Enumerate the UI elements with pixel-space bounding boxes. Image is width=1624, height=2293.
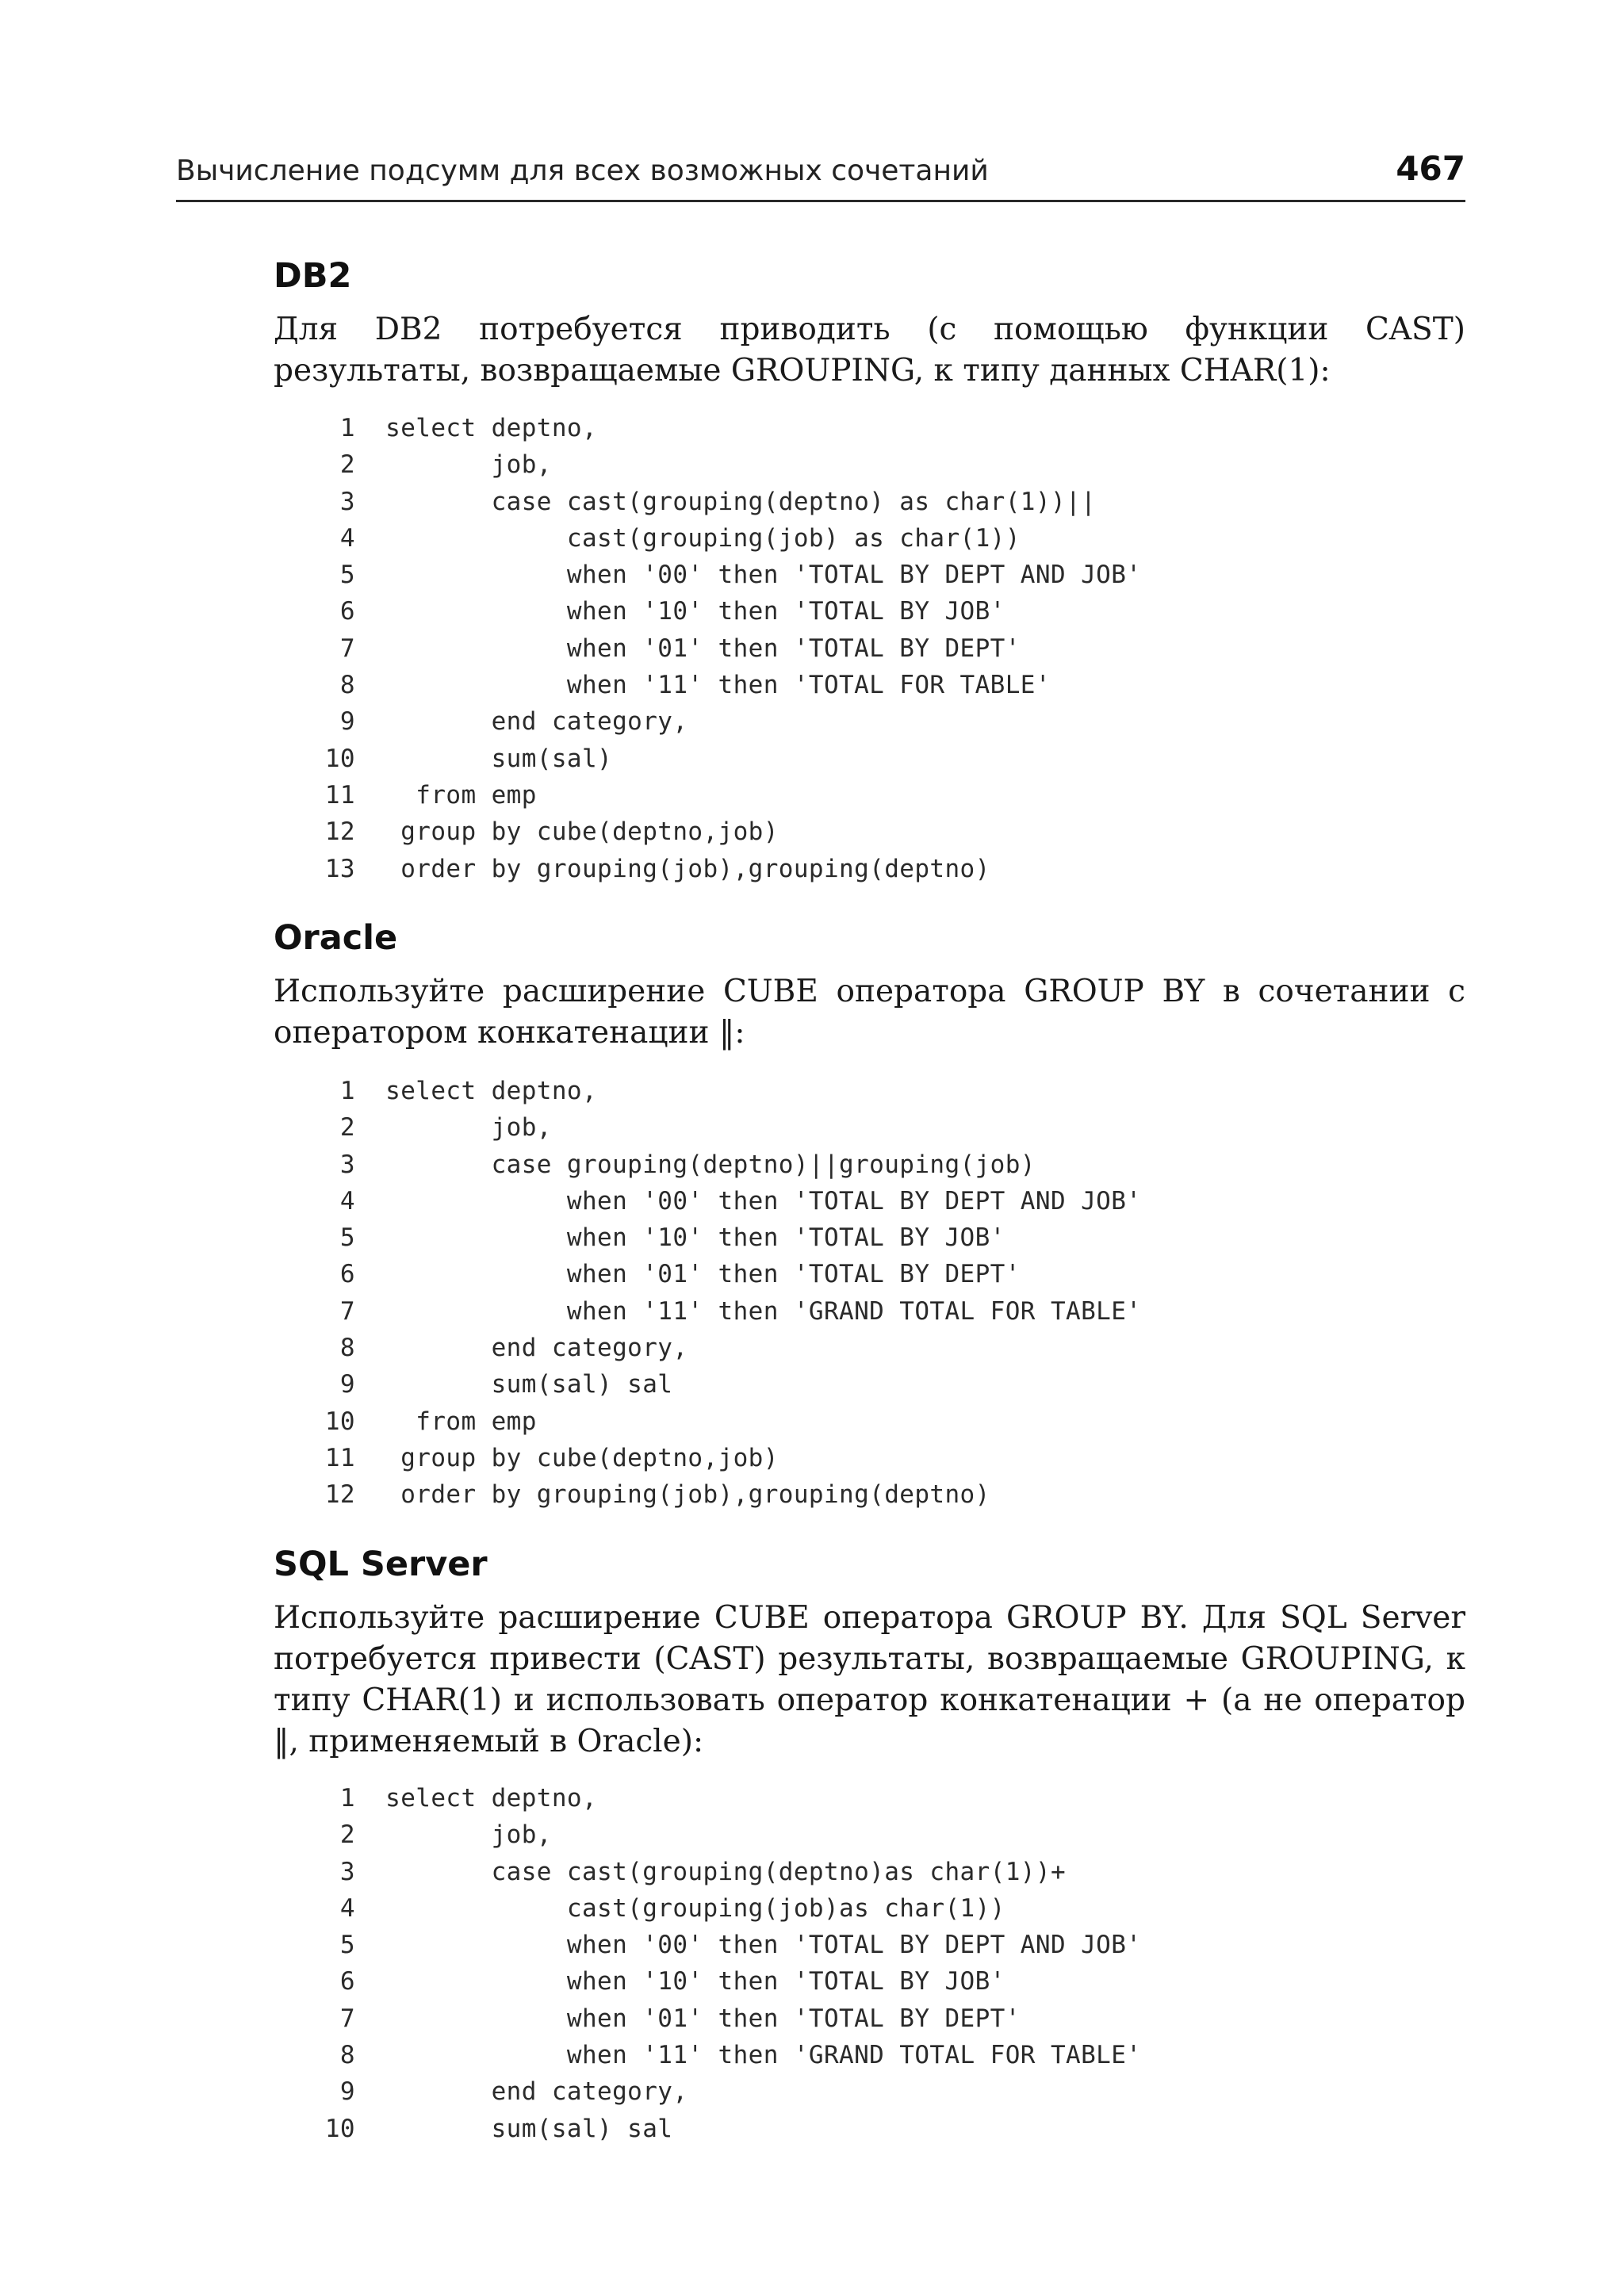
code-block-db2 (301, 410, 1141, 887)
line-number: 9 (339, 1370, 355, 1399)
line-number: 10 (324, 744, 355, 773)
line-number: 10 (324, 1407, 355, 1436)
code-text: case cast(grouping(deptno) as char(1))|| (385, 487, 1097, 516)
code-line (301, 1854, 1141, 1890)
line-number: 6 (339, 1967, 355, 1996)
code-line (301, 446, 1141, 483)
code-text: when '00' then 'TOTAL BY DEPT AND JOB' (385, 1931, 1142, 1960)
line-number: 6 (339, 597, 355, 626)
code-line (301, 1183, 1141, 1219)
code-line (301, 667, 1141, 703)
code-line (301, 741, 1141, 777)
code-text: group by cube(deptno,job) (385, 1443, 779, 1472)
code-text: order by grouping(job),grouping(deptno) (385, 1480, 990, 1510)
code-text: when '01' then 'TOTAL BY DEPT' (385, 1260, 1021, 1289)
line-number: 5 (339, 1931, 355, 1960)
line-number: 13 (324, 854, 355, 883)
code-text: when '01' then 'TOTAL BY DEPT' (385, 2004, 1021, 2033)
code-block-oracle (301, 1073, 1141, 1514)
code-text: end category, (385, 707, 688, 737)
code-line (301, 1890, 1141, 1927)
code-text: end category, (385, 1334, 688, 1363)
code-text: from emp (385, 780, 537, 810)
code-line (301, 851, 1141, 887)
code-text: job, (385, 450, 552, 480)
code-text: when '11' then 'GRAND TOTAL FOR TABLE' (385, 1296, 1142, 1326)
code-line (301, 813, 1141, 850)
section-heading-db2: DB2 (274, 256, 352, 296)
line-number: 11 (324, 780, 355, 810)
section-heading-sql-server: SQL Server (274, 1545, 488, 1584)
line-number: 3 (339, 487, 355, 516)
section-heading-oracle: Oracle (274, 918, 398, 958)
line-number: 4 (339, 1186, 355, 1215)
code-line (301, 1366, 1141, 1403)
page-header (176, 147, 1465, 202)
code-text: case grouping(deptno)||grouping(job) (385, 1150, 1036, 1179)
code-text: when '00' then 'TOTAL BY DEPT AND JOB' (385, 561, 1142, 590)
line-number: 8 (339, 2041, 355, 2070)
line-number: 9 (339, 707, 355, 737)
line-number: 12 (324, 1480, 355, 1510)
code-line (301, 484, 1141, 520)
running-title: Вычисление подсумм для всех возможных сочетаний (176, 155, 989, 187)
code-text: from emp (385, 1407, 537, 1436)
line-number: 1 (339, 414, 355, 442)
code-text: group by cube(deptno,job) (385, 817, 779, 847)
line-number: 6 (339, 1260, 355, 1289)
code-line (301, 1073, 1141, 1109)
code-line (301, 1780, 1141, 1816)
line-number: 12 (324, 817, 355, 847)
code-line (301, 1440, 1141, 1476)
line-number: 7 (339, 2004, 355, 2033)
code-line (301, 410, 1141, 446)
code-text: order by grouping(job),grouping(deptno) (385, 854, 990, 883)
code-line (301, 2000, 1141, 2037)
code-line (301, 1219, 1141, 1256)
line-number: 4 (339, 523, 355, 553)
code-line (301, 2111, 1141, 2147)
code-line (301, 1293, 1141, 1330)
code-line (301, 703, 1141, 740)
code-text: when '10' then 'TOTAL BY JOB' (385, 597, 1005, 626)
code-text: job, (385, 1113, 552, 1143)
line-number: 2 (339, 450, 355, 480)
line-number: 1 (339, 1077, 355, 1105)
code-line (301, 557, 1141, 593)
code-text: sum(sal) sal (385, 2114, 673, 2143)
code-text: case cast(grouping(deptno)as char(1))+ (385, 1857, 1067, 1886)
code-line (301, 777, 1141, 813)
code-line (301, 520, 1141, 557)
line-number: 4 (339, 1893, 355, 1923)
section-paragraph-oracle: Используйте расширение CUBE оператора GROUP BY в сочетании с оператором конкатенации ‖: (274, 974, 1465, 1051)
page-number: 467 (1396, 149, 1465, 188)
code-text: cast(grouping(job)as char(1)) (385, 1893, 1005, 1923)
code-text: select deptno, (385, 1077, 598, 1105)
code-text: when '00' then 'TOTAL BY DEPT AND JOB' (385, 1186, 1142, 1215)
line-number: 3 (339, 1857, 355, 1886)
code-line (301, 2037, 1141, 2073)
line-number: 3 (339, 1150, 355, 1179)
code-line (301, 1146, 1141, 1183)
code-line (301, 1476, 1141, 1513)
line-number: 10 (324, 2114, 355, 2143)
code-text: end category, (385, 2077, 688, 2107)
line-number: 7 (339, 1296, 355, 1326)
line-number: 2 (339, 1820, 355, 1850)
code-line (301, 593, 1141, 630)
code-text: when '10' then 'TOTAL BY JOB' (385, 1967, 1005, 1996)
line-number: 9 (339, 2077, 355, 2107)
line-number: 1 (339, 1784, 355, 1813)
code-text: job, (385, 1820, 552, 1850)
code-text: when '10' then 'TOTAL BY JOB' (385, 1223, 1005, 1253)
section-paragraph-db2: Для DB2 потребуется приводить (с помощью функции CAST) результаты, возвращаемые GROUPING, к типу данных CHAR(1): (274, 312, 1465, 389)
section-paragraph-sql-server: Используйте расширение CUBE оператора GROUP BY. Для SQL Server потребуется привести (CAST) результаты, возвращаемые GROUPING, к типу CHAR(1) и использовать оператор конкатенации + (а не оператор ‖, применяемый в Oracle): (274, 1600, 1465, 1759)
code-text: when '11' then 'GRAND TOTAL FOR TABLE' (385, 2041, 1142, 2070)
line-number: 2 (339, 1113, 355, 1143)
code-block-sql-server (301, 1780, 1141, 2147)
code-text: sum(sal) sal (385, 1370, 673, 1399)
code-text: when '11' then 'TOTAL FOR TABLE' (385, 671, 1051, 700)
code-line (301, 1109, 1141, 1146)
code-text: cast(grouping(job) as char(1)) (385, 523, 1021, 553)
line-number: 11 (324, 1443, 355, 1472)
code-line (301, 1927, 1141, 1963)
line-number: 8 (339, 671, 355, 700)
code-line (301, 1403, 1141, 1440)
line-number: 8 (339, 1334, 355, 1363)
code-line (301, 1963, 1141, 2000)
code-text: when '01' then 'TOTAL BY DEPT' (385, 634, 1021, 663)
code-text: sum(sal) (385, 744, 613, 773)
line-number: 5 (339, 1223, 355, 1253)
code-line (301, 1330, 1141, 1366)
code-text: select deptno, (385, 414, 598, 442)
code-line (301, 1256, 1141, 1292)
line-number: 7 (339, 634, 355, 663)
code-line (301, 630, 1141, 667)
code-line (301, 2073, 1141, 2110)
line-number: 5 (339, 561, 355, 590)
code-text: select deptno, (385, 1784, 598, 1813)
code-line (301, 1816, 1141, 1853)
